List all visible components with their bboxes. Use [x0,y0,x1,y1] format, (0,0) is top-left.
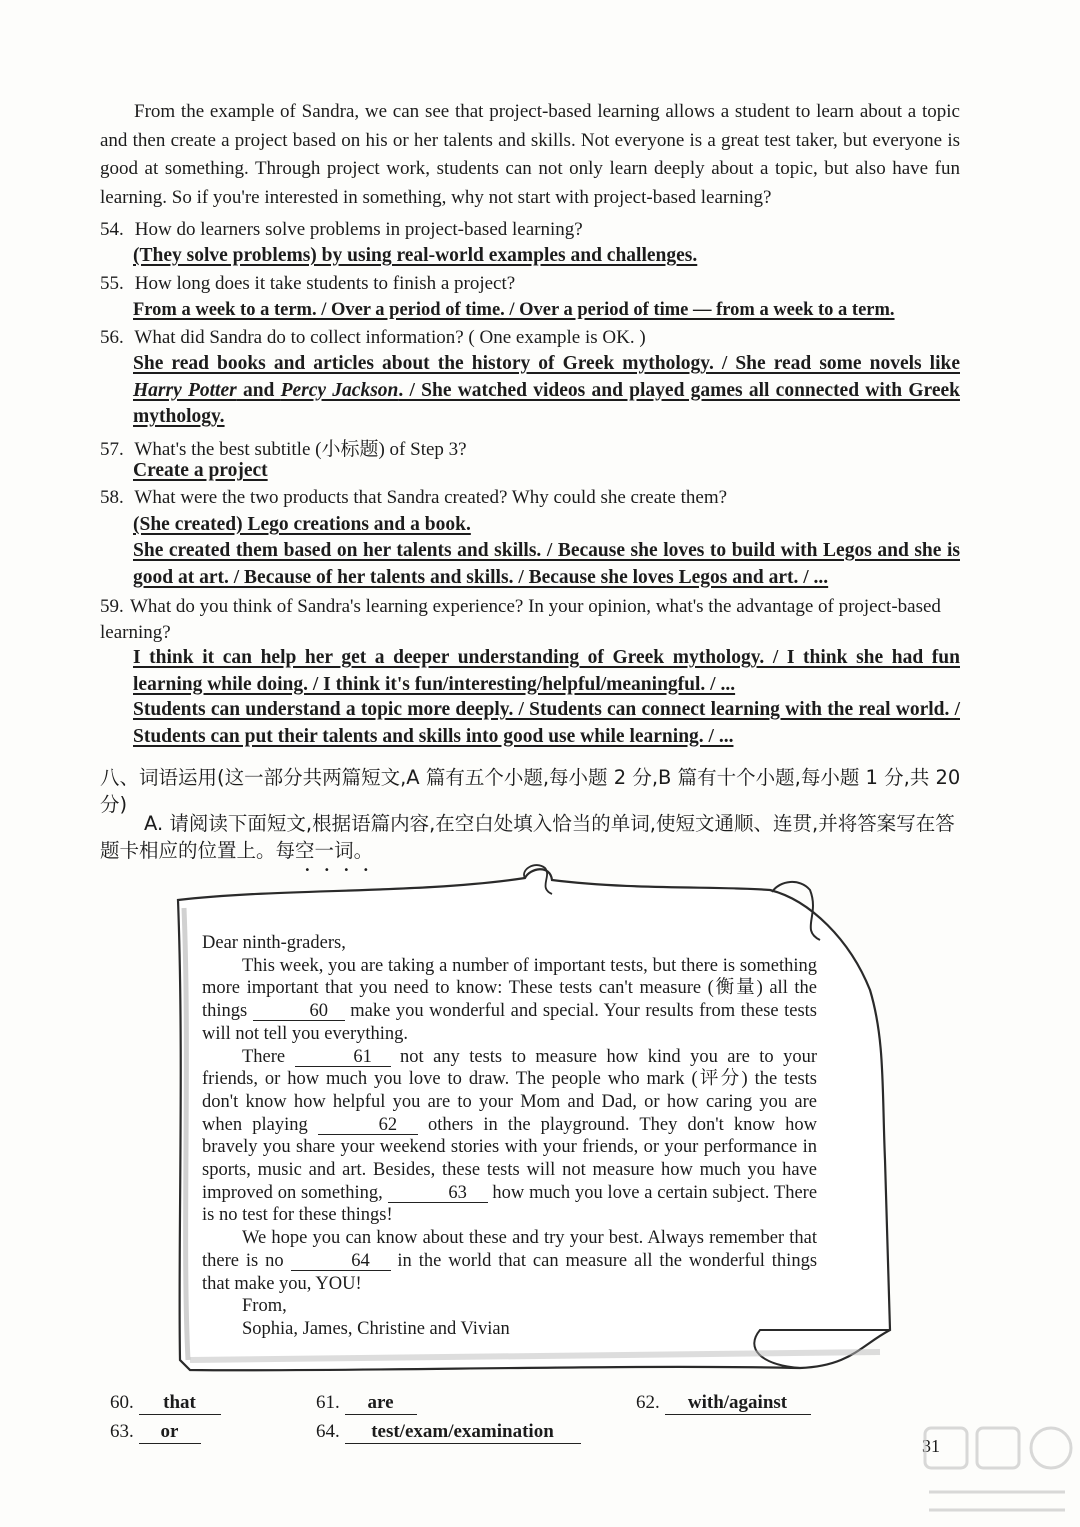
question-number: 54. [100,219,124,240]
answer-56 [133,351,960,431]
blank-61: 61 [295,1048,391,1067]
answer-number: 60. [110,1392,134,1413]
question-58 [100,487,727,509]
letter-text: others in the playground. They don't know how bravely you share your weekend stories with your friends, or your performance in sports, music and art. Besides, these tests will not measure how much you have improved on something, [202,1114,818,1203]
emphasis-text: 每空一词 [275,839,354,862]
letter-paragraph-3 [202,1227,817,1295]
answer-part: and [236,379,281,401]
question-number: 58. [100,487,124,508]
intro-paragraph [100,98,960,212]
letter-paragraph-2 [202,1046,817,1228]
question-text: What did Sandra do to collect information? ( One example is OK. ) [134,327,646,348]
answer-part: . / She watched videos and played games all connected with Greek mythology. [133,379,960,427]
answer-number: 61. [316,1392,340,1413]
blank-63: 63 [388,1184,488,1203]
question-55 [100,273,515,295]
blank-64: 64 [291,1252,391,1271]
letter-text: There [242,1046,286,1067]
answer-58a: (She created) Lego creations and a book. [133,514,471,535]
question-text: How long does it take students to finish a project? [134,273,516,294]
answer-number: 64. [316,1421,340,1442]
question-56 [100,327,646,349]
fill-answer-62 [636,1392,811,1415]
fill-answer-63 [110,1421,201,1444]
question-54 [100,219,583,241]
answer-54: (They solve problems) by using real-world examples and challenges. [133,245,698,266]
section-heading: 八、词语运用(这一部分共两篇短文,A 篇有五个小题,每小题 2 分,B 篇有十个小题,每小题 1 分,共 20 分) [100,766,961,816]
question-number: 55. [100,273,124,294]
blank-60: 60 [253,1002,345,1021]
answer-59a: I think it can help her get a deeper understanding of Greek mythology. / I think she had fun learning while doing. / I think it's fun/interesting/helpful/meaningful. / ... [133,647,960,695]
question-text: What were the two products that Sandra created? Why could she create them? [134,487,728,508]
instruction-end: 。 [353,839,374,862]
answer-part: She read books and articles about the history of Greek mythology. / She read some novels like [133,353,960,374]
book-title: Harry Potter [133,379,237,401]
letter-paragraph-1 [202,955,817,1046]
answer-value: are [345,1392,417,1415]
answer-number: 62. [636,1392,660,1413]
question-text: What's the best subtitle (小标题) of Step 3? [134,439,467,460]
answer-value: that [139,1392,221,1415]
answer-value: or [139,1421,201,1444]
question-text: What do you think of Sandra's learning experience? In your opinion, what's the advantage of project-based learning? [100,596,941,643]
fill-answer-60 [110,1392,221,1415]
answer-57: Create a project [133,460,268,481]
letter-closing: From, [242,1296,287,1317]
letter-greeting: Dear ninth-graders, [202,933,346,953]
question-57 [100,434,467,461]
watermark-logo [905,1410,1080,1527]
fill-answer-64 [316,1421,581,1444]
answer-58b: She created them based on her talents and skills. / Because she loves to build with Legos and she is good at art. / Because of her talents and skills. / Because she loves Legos and art. / ... [133,540,960,588]
question-number: 57. [100,439,124,460]
question-number: 56. [100,327,124,348]
letter-text: make you wonderful and special. Your results from these tests will not tell you everything. [202,1001,818,1044]
letter-text: We hope you can know about these and try your best. Always remember that there is no [202,1228,817,1271]
fill-answer-61 [316,1392,417,1415]
question-text: How do learners solve problems in project-based learning? [134,219,583,240]
answer-value: with/against [665,1392,811,1415]
letter-text: how much you love a certain subject. There is no test for these things! [202,1182,818,1226]
answer-value: test/exam/examination [345,1421,581,1444]
answer-59b: Students can understand a topic more deeply. / Students can connect learning with the real world. / Students can put their talents and skills into good use while learning. / ... [133,699,960,747]
blank-62: 62 [318,1116,418,1135]
page-number: 31 [922,1436,940,1456]
section-instruction [100,810,965,864]
answer-55: From a week to a term. / Over a period of time. / Over a period of time — from a week to a term. [133,300,895,320]
letter-text: not any tests to measure how kind you are to your friends, or how much you love to draw. The people who mark (评分) the tests don't know how helpful you are to your Mom and Dad, or how caring you are when playing [202,1046,817,1135]
book-title: Percy Jackson [280,379,399,401]
answer-number: 63. [110,1421,134,1442]
question-number: 59. [100,596,124,617]
letter-body [202,932,817,1341]
letter-signature: Sophia, James, Christine and Vivian [242,1318,510,1339]
letter-text: This week, you are taking a number of important tests, but there is something more important that you need to know: These tests can't measure (衡量) all the things [202,955,817,1022]
question-59 [100,594,960,646]
intro-paragraph-text: From the example of Sandra, we can see that project-based learning allows a student to learn about a topic and then create a project based on his or her talents and skills. Not everyone is a great test taker, but everyone is good at something. Through project work, students can not only learn deeply about a topic, but also have fun learning. So if you're interested in something, why not start with project-based learning? [100,101,960,208]
letter-text: in the world that can measure all the wonderful things that make you, YOU! [202,1250,818,1294]
instruction-text: A. 请阅读下面短文,根据语篇内容,在空白处填入恰当的单词,使短文通顺、连贯,并将答案写在答题卡相应的位置上。 [100,812,955,862]
